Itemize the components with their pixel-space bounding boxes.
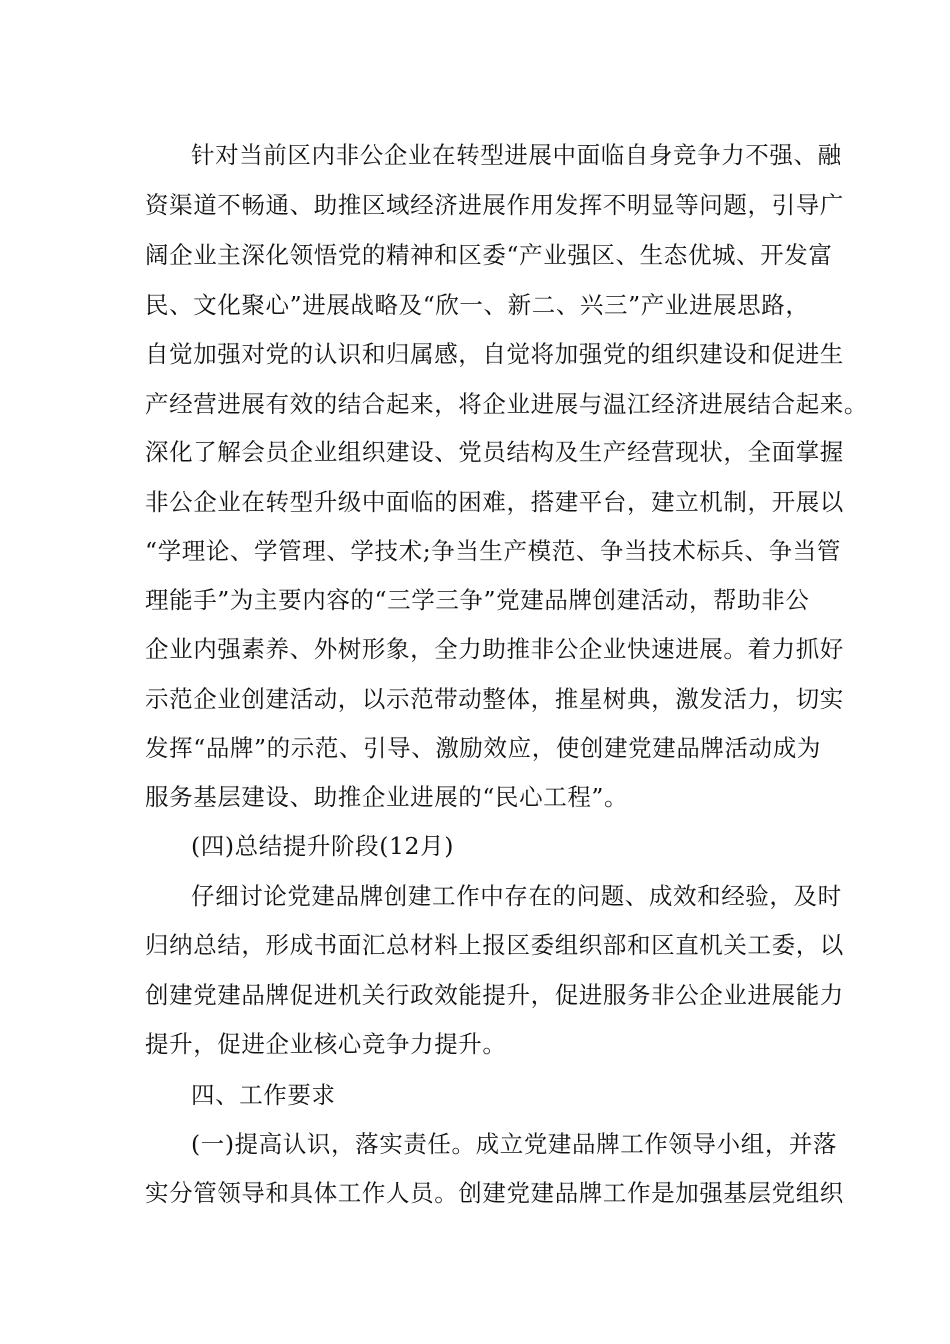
text-line-1: 针对当前区内非公企业在转型进展中面临自身竞争力不强、融 (191, 141, 842, 169)
text-line-10: 理能手”为主要内容的“三学三争”党建品牌创建活动，帮助非公 (145, 586, 810, 614)
text-line-5: 自觉加强对党的认识和归属感，自觉将加强党的组织建设和促进生 (145, 340, 844, 368)
text-line-18: 创建党建品牌促进机关行政效能提升，促进服务非公企业进展能力 (145, 981, 844, 1009)
text-line-9: “学理论、学管理、学技术;争当生产模范、争当技术标兵、争当管 (145, 537, 841, 565)
text-line-6: 产经营进展有效的结合起来，将企业进展与温江经济进展结合起来。 (145, 390, 868, 418)
text-line-11: 企业内强素养、外树形象，全力助推非公企业快速进展。着力抓好 (145, 635, 844, 663)
text-line-3: 阔企业主深化领悟党的精神和区委“产业强区、生态优城、开发富 (145, 241, 833, 269)
text-line-14: 服务基层建设、助推企业进展的“民心工程”。 (145, 783, 629, 811)
text-line-7: 深化了解会员企业组织建设、党员结构及生产经营现状，全面掌握 (145, 438, 844, 466)
text-line-17: 归纳总结，形成书面汇总材料上报区委组织部和区直机关工委，以 (145, 931, 844, 959)
text-line-8: 非公企业在转型升级中面临的困难，搭建平台，建立机制，开展以 (145, 488, 844, 516)
text-line-4: 民、文化聚心”进展战略及“欣一、新二、兴三”产业进展思路， (145, 291, 810, 319)
section-heading-work-requirements: 四、工作要求 (191, 1081, 336, 1109)
text-line-21: (一)提高认识，落实责任。成立党建品牌工作领导小组，并落 (191, 1130, 838, 1158)
section-heading-4: (四)总结提升阶段(12月) (191, 832, 454, 860)
text-line-12: 示范企业创建活动，以示范带动整体，推星树典，激发活力，切实 (145, 685, 844, 713)
text-line-16: 仔细讨论党建品牌创建工作中存在的问题、成效和经验，及时 (191, 882, 842, 910)
text-line-22: 实分管领导和具体工作人员。创建党建品牌工作是加强基层党组织 (145, 1179, 844, 1207)
text-line-19: 提升，促进企业核心竞争力提升。 (145, 1030, 507, 1058)
text-line-2: 资渠道不畅通、助推区域经济进展作用发挥不明显等问题，引导广 (145, 191, 844, 219)
text-line-13: 发挥“品牌”的示范、引导、激励效应，使创建党建品牌活动成为 (145, 734, 821, 762)
